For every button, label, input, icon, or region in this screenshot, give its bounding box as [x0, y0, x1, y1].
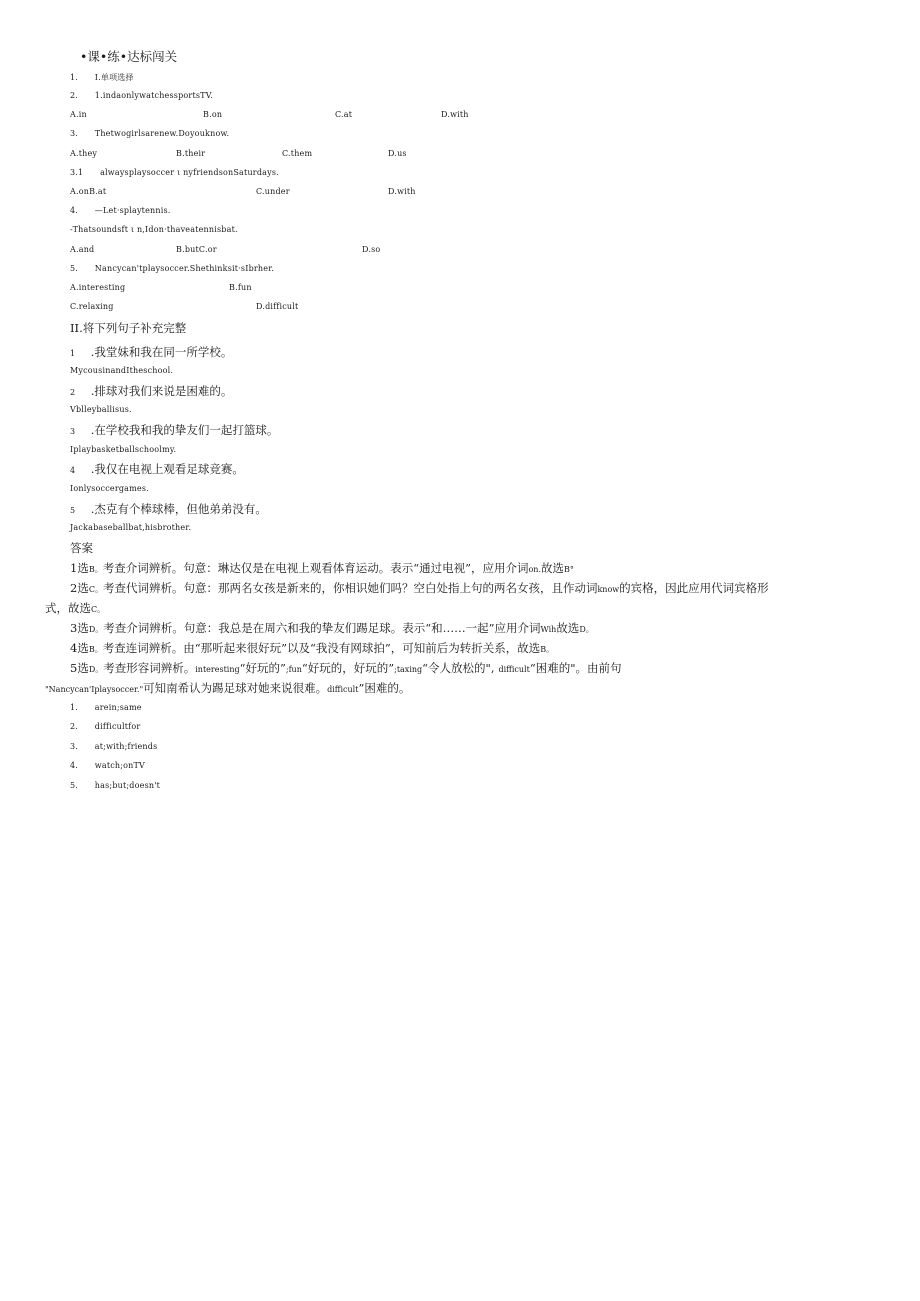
answer-text: 考查形容词辨析。	[103, 661, 196, 675]
item-cn-text: .我堂妹和我在同一所学校。	[90, 345, 233, 359]
answer-text: “好玩的”	[239, 661, 286, 675]
option: B.their	[176, 149, 206, 158]
answer-choice: B。	[88, 645, 103, 654]
answer-term: "Nancycan'Iplaysoccer."	[45, 685, 144, 694]
part2-item-cn	[70, 461, 244, 477]
answer-term: difficult	[327, 685, 359, 694]
option: A.they	[70, 149, 98, 158]
part2-item-en: Iplaybasketballschoolmy.	[70, 445, 177, 454]
part1-title: I.单项选择	[94, 73, 134, 82]
option: C.them	[282, 149, 313, 158]
part2-item-cn	[70, 383, 232, 399]
answer-choice: C。	[91, 605, 106, 614]
answer-text: ”困难的。	[358, 681, 411, 695]
answer-text: 故选	[556, 621, 580, 635]
option: A.in	[70, 110, 87, 119]
question-text: Thetwogirlsarenew.Doyouknow.	[94, 129, 230, 138]
question-stem	[70, 264, 274, 273]
answer-value: arein;same	[94, 703, 142, 712]
answer-text: 的宾格，因此应用代词宾格形	[619, 581, 769, 595]
option: D.difficult	[256, 302, 299, 311]
option: B.on	[203, 110, 223, 119]
part2-item-cn	[70, 501, 267, 517]
part2-item-en: Jackabaseballbat,hisbrother.	[70, 523, 192, 532]
answer-value: at;with;friends	[94, 742, 158, 751]
item-num: 5	[70, 506, 76, 515]
section-title: •课•练•达标闯关	[80, 49, 178, 64]
question-num: 3.	[70, 129, 79, 138]
answer-text: “困难的"。由前句	[529, 661, 622, 675]
question-reply: -Thatsoundsft ι n,Idon·thaveatennisbat.	[70, 225, 238, 234]
question-text: 1.indaonlywatchessportsTV.	[94, 91, 214, 100]
item-num: 4	[70, 466, 76, 475]
answer-num: 5.	[70, 781, 79, 790]
answer-text: 5选	[70, 661, 89, 675]
answer-2	[70, 580, 769, 596]
answer-choice: B。	[88, 565, 103, 574]
question-options	[0, 283, 920, 295]
answer-num: 4.	[70, 761, 79, 770]
item-cn-text: .排球对我们来说是困难的。	[90, 384, 233, 398]
option: C.relaxing	[70, 302, 114, 311]
part2-answer	[70, 703, 142, 712]
option: D.so	[362, 245, 381, 254]
part2-answer	[70, 761, 145, 770]
answer-value: difficultfor	[94, 722, 141, 731]
question-stem	[70, 206, 171, 215]
question-stem	[70, 91, 213, 100]
answer-text: “好玩的，好玩的”	[301, 661, 395, 675]
answer-term: interesting	[195, 665, 240, 674]
answer-text: 故选	[541, 561, 564, 575]
answer-choice: D。	[579, 625, 594, 634]
item-cn-text: .在学校我和我的挚友们一起打篮球。	[90, 423, 279, 437]
answers-title: 答案	[70, 541, 93, 555]
answer-choice: D。	[88, 625, 104, 634]
part1-title-line	[70, 72, 134, 83]
question-num: 3.1	[70, 168, 84, 177]
answer-5-cont	[45, 680, 410, 696]
part2-item-cn	[70, 344, 232, 360]
answer-5	[70, 660, 621, 676]
answer-choice: B。	[540, 645, 555, 654]
answer-term: ;taxing	[394, 665, 423, 674]
item-num: 3	[70, 427, 76, 436]
question-text: alwaysplaysoccer ι nyfriendsonSaturdays.	[100, 168, 279, 177]
answer-choice: B°	[564, 565, 574, 574]
answer-value: watch;onTV	[94, 761, 146, 770]
question-options	[0, 245, 920, 257]
option: D.with	[441, 110, 469, 119]
option: D.us	[388, 149, 407, 158]
option: A.and	[70, 245, 95, 254]
answer-text: 考查连词辨析。由“那听起来很好玩”以及“我没有网球拍”，可知前后为转折关系，故选	[102, 641, 541, 655]
answer-text: 可知南希认为踢足球对她来说很难。	[143, 681, 328, 695]
question-options	[0, 149, 920, 161]
question-options	[0, 187, 920, 199]
option: B.fun	[229, 283, 252, 292]
answer-3	[70, 620, 594, 636]
option: B.butC.or	[176, 245, 217, 254]
answer-term: on.	[528, 565, 541, 574]
question-text: Nancycan'tplaysoccer.Shethinksit·sIbrher.	[94, 264, 275, 273]
answer-term: difficult	[498, 665, 530, 674]
answer-text: “令人放松的",	[422, 661, 495, 675]
answer-text: 式，故选	[45, 601, 91, 615]
question-text: —Let·splaytennis.	[94, 206, 171, 215]
answer-term: know	[597, 585, 620, 594]
answer-text: 4选	[70, 641, 89, 655]
answer-1	[70, 560, 574, 576]
answer-text: 3选	[70, 621, 89, 635]
question-stem	[70, 168, 279, 177]
option: C.at	[335, 110, 353, 119]
option: C.under	[256, 187, 290, 196]
option: D.with	[388, 187, 416, 196]
part2-answer	[70, 742, 157, 751]
part2-item-en: Ionlysoccergames.	[70, 484, 149, 493]
item-cn-text: .我仅在电视上观看足球竞赛。	[90, 462, 244, 476]
answer-text: 考查介词辨析。句意：我总是在周六和我的挚友们踢足球。表示“和……一起”应用介词	[103, 621, 541, 635]
question-num: 2.	[70, 91, 79, 100]
question-stem	[70, 129, 229, 138]
answer-4	[70, 640, 554, 656]
part2-item-en: MycousinandItheschool.	[70, 366, 174, 375]
part1-title-num: 1.	[70, 73, 79, 82]
part2-item-cn	[70, 422, 278, 438]
answer-term: ;fun	[285, 665, 302, 674]
item-cn-text: .杰克有个棒球棒，但他弟弟没有。	[90, 502, 267, 516]
question-num: 5.	[70, 264, 79, 273]
answer-text: 1选	[70, 561, 89, 575]
question-num: 4.	[70, 206, 79, 215]
part2-answer	[70, 781, 160, 790]
item-num: 2	[70, 388, 76, 397]
answer-choice: C。	[88, 585, 103, 594]
answer-term: Wih	[540, 625, 557, 634]
answer-2-cont	[45, 600, 105, 616]
option: A.onB.at	[70, 187, 107, 196]
answer-value: has;but;doesn't	[94, 781, 161, 790]
answer-text: 考查介词辨析。句意：琳达仅是在电视上观看体育运动。表示“通过电视”，应用介词	[102, 561, 529, 575]
answer-num: 3.	[70, 742, 79, 751]
answer-text: 考查代词辨析。句意：那两名女孩是新来的，你相识她们吗？空白处指上句的两名女孩，且作动词	[102, 581, 598, 595]
item-num: 1	[70, 349, 76, 358]
answer-text: 2选	[70, 581, 89, 595]
part2-answer	[70, 722, 140, 731]
part2-item-en: Vblleyballisus.	[70, 405, 132, 414]
part2-title: II.将下列句子补充完整	[70, 321, 187, 335]
answer-num: 1.	[70, 703, 79, 712]
question-options	[0, 302, 920, 314]
answer-choice: D。	[88, 665, 104, 674]
option: A.interesting	[70, 283, 126, 292]
question-options	[0, 110, 920, 122]
answer-num: 2.	[70, 722, 79, 731]
